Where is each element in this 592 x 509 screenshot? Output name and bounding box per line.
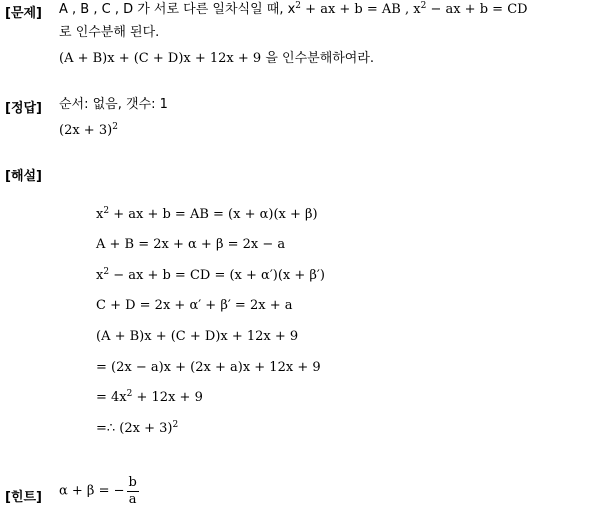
solution-line bbox=[96, 298, 292, 314]
solution-line-exponent: 2 bbox=[103, 267, 110, 277]
problem-sup-1: 2 bbox=[295, 1, 302, 11]
solution-line-exponent: 2 bbox=[126, 389, 133, 399]
problem-text-a: A , B , C , D 가 서로 다른 일차식일 때, x bbox=[59, 2, 296, 17]
solution-line-text-rest: + 12x + 9 bbox=[132, 390, 203, 405]
problem-label: [문제] bbox=[5, 6, 42, 21]
solution-line-text: (A + B)x + (C + D)x + 12x + 9 bbox=[96, 329, 299, 344]
answer-label: [정답] bbox=[5, 101, 42, 116]
problem-line-1 bbox=[59, 2, 528, 18]
solution-line-text-rest: + ax + b = AB = (x + α)(x + β) bbox=[109, 207, 318, 222]
solution-line-text: x bbox=[96, 268, 104, 283]
solution-line bbox=[96, 268, 325, 284]
hint-expression bbox=[59, 476, 139, 507]
answer-expr-sup: 2 bbox=[112, 122, 118, 132]
solution-line bbox=[96, 360, 321, 376]
problem-line-3: (A + B)x + (C + D)x + 12x + 9 을 인수분해하여라. bbox=[59, 51, 375, 66]
hint-label: [힌트] bbox=[5, 490, 42, 505]
answer-line-1: 순서: 없음, 갯수: 1 bbox=[59, 97, 168, 112]
solution-line bbox=[96, 390, 203, 406]
problem-line-2: 로 인수분해 된다. bbox=[59, 25, 160, 40]
solution-line bbox=[96, 329, 298, 345]
hint-denominator: a bbox=[128, 492, 137, 507]
answer-expression bbox=[59, 123, 118, 139]
solution-label: [해설] bbox=[5, 169, 42, 184]
problem-text-b: + ax + b = AB , x bbox=[301, 2, 421, 17]
solution-line bbox=[96, 237, 285, 253]
problem-text-c: − ax + b = CD bbox=[426, 2, 528, 17]
solution-line-text: A + B = 2x + α + β = 2x − a bbox=[96, 237, 286, 252]
hint-numerator: b bbox=[128, 475, 137, 490]
solution-line-text-rest: − ax + b = CD = (x + α′)(x + β′) bbox=[109, 268, 325, 283]
solution-line-exponent: 2 bbox=[103, 206, 110, 216]
solution-line-text: =∴ (2x + 3) bbox=[96, 421, 173, 436]
solution-line-text: = (2x − a)x + (2x + a)x + 12x + 9 bbox=[96, 360, 321, 375]
solution-line-text: C + D = 2x + α′ + β′ = 2x + a bbox=[96, 298, 293, 313]
solution-line-text: x bbox=[96, 207, 104, 222]
hint-fraction bbox=[127, 476, 139, 507]
problem-sup-2: 2 bbox=[420, 1, 427, 11]
answer-expr-text: (2x + 3) bbox=[59, 123, 113, 138]
hint-lhs: α + β = − bbox=[59, 483, 125, 499]
solution-line-text: = 4x bbox=[96, 390, 127, 405]
solution-line-exponent: 2 bbox=[172, 420, 179, 430]
solution-line bbox=[96, 207, 318, 223]
solution-line bbox=[96, 421, 178, 437]
